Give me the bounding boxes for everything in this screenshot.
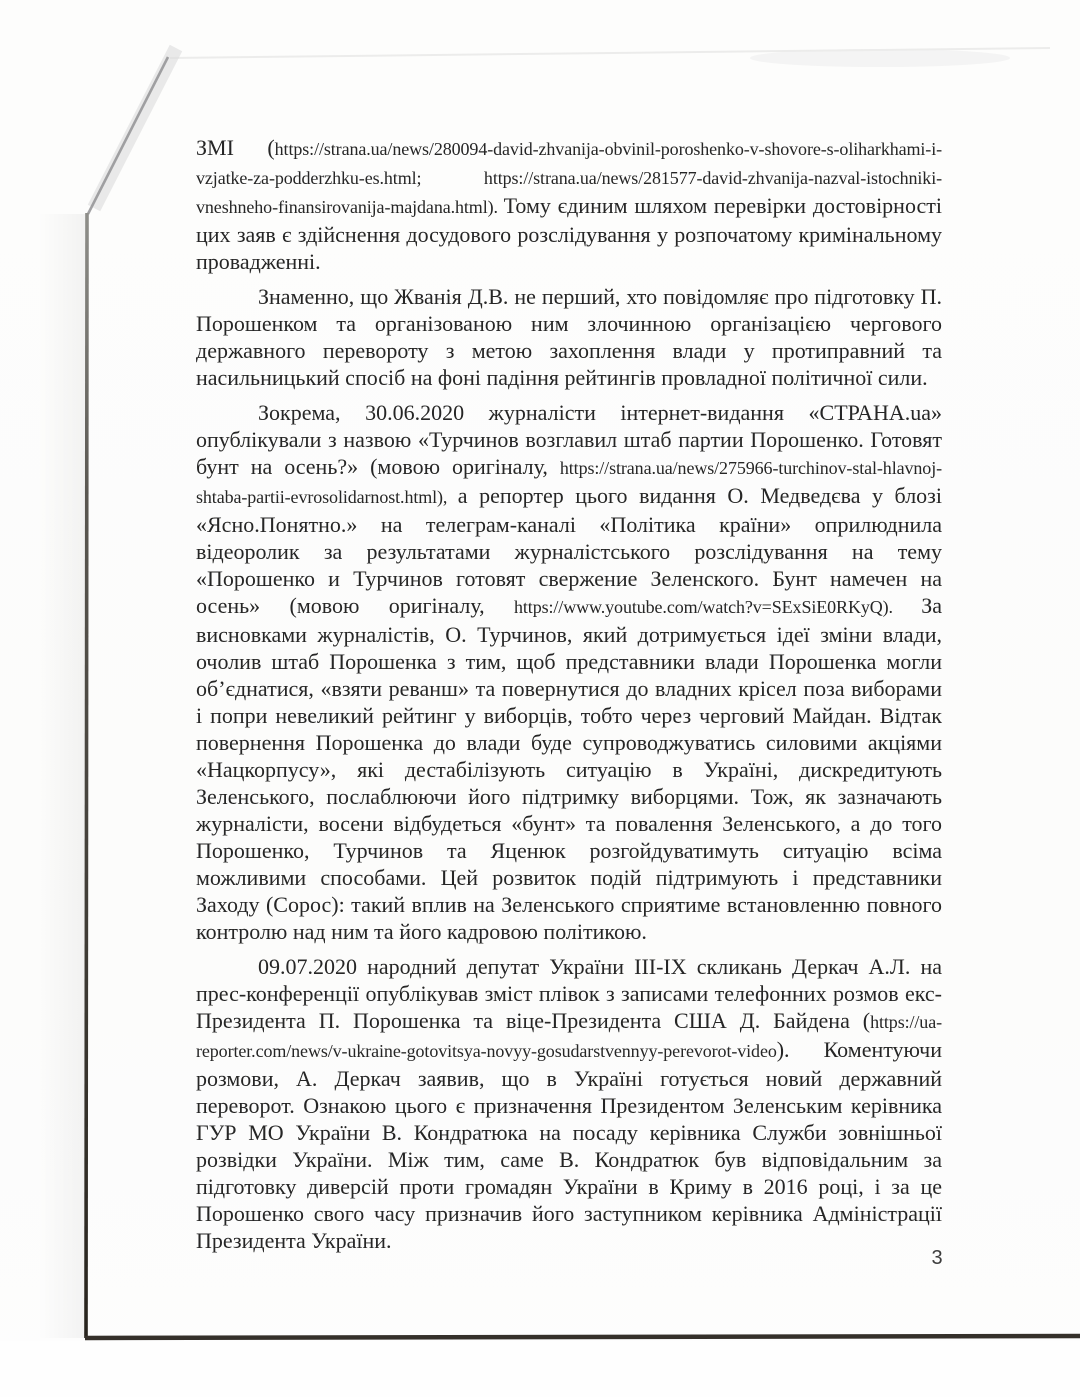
body-text-run: Тому єдиним шляхом перевірки достовірності цих заяв є здійснення досудового розслідування у розпочатому кримінальному провадженні. xyxy=(196,193,942,274)
body-text-run: а репортер цього видання О. Медведєва у блозі «Ясно.Понятно.» на телеграм-каналі «Політика країни» оприлюднила відеоролик за результатами журналістського розслідування на тему «Порошенко и Турчинов готовят свержение Зеленского. Бунт намечен на осень» (мовою оригіналу, xyxy=(196,483,942,618)
body-text-run: За висновками журналістів, О. Турчинов, який дотримується ідеї зміни влади, очолив штаб Порошенка з тим, щоб представники влади Порошенка могли об’єднатися, «взяти реванш» та повернутися до владних крісел поза виборами і попри невеликий рейтинг у виборців, тобто через черговий Майдан. Відтак повернення Порошенка до влади буде супроводжуватись силовими акціями «Нацкорпусу», які дестабілізують ситуацію в Україні, дискредитують Зеленського, послаблюючи його підтримку виборцями. Тож, як зазначають журналісти, восени відбудеться «бунт» та повалення Зеленського, а до того Порошенко, Турчинов та Яценюк розгойдуватимуть ситуацію всіма можливими способами. Цей розвиток подій підтримують і представники Заходу (Сорос): такий вплив на Зеленського сприятиме встановленню повного контролю над ним та його кадровою політикою. xyxy=(196,593,942,944)
paragraph-2 xyxy=(196,283,942,391)
page-number: 3 xyxy=(931,1247,943,1269)
body-text-run: ЗМІ ( xyxy=(196,135,275,160)
inline-url-text: https://strana.ua/news/275966-turchinov-stal-hlavnoj-shtaba-partii-evrosolidarnost.html), xyxy=(196,458,942,507)
paragraph-3 xyxy=(196,399,942,945)
scan-smudge xyxy=(750,49,1010,67)
paragraph-1-continuation xyxy=(196,134,942,275)
scanner-background-bottom xyxy=(0,1341,1080,1397)
left-edge-shading xyxy=(38,214,86,1338)
corner-fold-shadow xyxy=(94,48,176,208)
body-text-run: 09.07.2020 народний депутат України ІІІ-ІХ скликань Деркач А.Л. на прес-конференції опублікував зміст плівок з записами телефонних розмов екс-Президента П. Порошенка та віце-Президента США Д. Байдена ( xyxy=(196,954,942,1033)
left-paper-edge xyxy=(86,213,87,1338)
bottom-paper-edge xyxy=(85,1336,1080,1338)
corner-fold-edge xyxy=(88,57,168,214)
background-sheet-edge xyxy=(170,48,1050,58)
body-text-run: Знаменно, що Жванія Д.В. не перший, хто повідомляє про підготовку П. Порошенком та організованою ним злочинною організацією чергового державного перевороту з метою захоплення влади у протиправний та насильницький спосіб на фоні падіння рейтингів провладної політичної сили. xyxy=(196,284,942,390)
paragraph-4 xyxy=(196,953,942,1254)
inline-url-text: https://strana.ua/news/280094-david-zhvanija-obvinil-poroshenko-v-shovore-s-oliharkhami-i-vzjatke-za-podderzhku-es.html; xyxy=(196,139,942,188)
document-body xyxy=(196,134,942,1262)
inline-url-text: https://ua-reporter.com/news/v-ukraine-gotovitsya-novyy-gosudarstvennyy-perevorot-video xyxy=(196,1012,942,1061)
body-text-run: ). Коментуючи розмови, А. Деркач заявив, що в Україні готується новий державний переворот. Ознакою цього є призначення Президентом Зеленським керівника ГУР МО України В. Кондратюка на посаду керівника Служби зовнішньої розвідки України. Між тим, саме В. Кондратюк був відповідальним за підготовку диверсій проти громадян України в Криму в 2016 році, і за це Порошенко свого часу призначив його заступником керівника Адміністрації Президента України. xyxy=(196,1037,942,1253)
inline-url-text: https://strana.ua/news/281577-david-zhvanija-nazval-istochniki-vneshneho-finansirovanija-majdana.html). xyxy=(196,168,942,217)
inline-url-text: https://www.youtube.com/watch?v=SExSiE0RKyQ). xyxy=(514,597,922,617)
body-text-run: Зокрема, 30.06.2020 журналісти інтернет-видання «СТРАНА.ua» опублікували з назвою «Турчинов возглавил штаб партии Порошенко. Готовят бунт на осень?» (мовою оригіналу, xyxy=(196,400,942,479)
